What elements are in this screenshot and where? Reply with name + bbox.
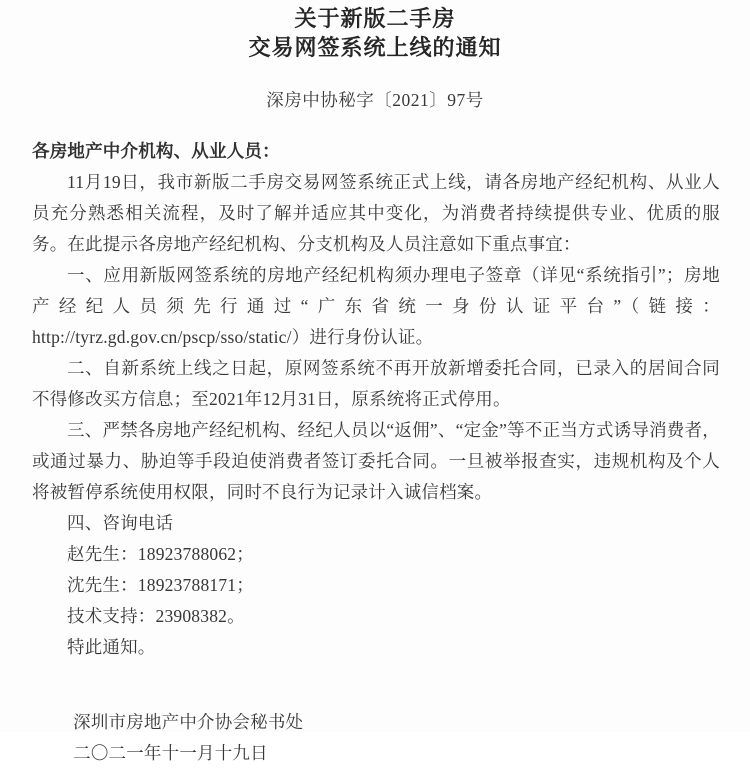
item-3-paragraph: 三、严禁各房地产经纪机构、经纪人员以“返佣”、“定金”等不正当方式诱导消费者，或通过暴力、胁迫等手段迫使消费者签订委托合同。一旦被举报查实，违规机构及个人将被暂停系统使用权限，同时不良行为记录计入诚信档案。	[32, 420, 720, 502]
document-title-line-2: 交易网签系统上线的通知	[248, 35, 502, 60]
document-title	[0, 0, 750, 62]
item-4-heading: 四、咨询电话	[67, 513, 174, 533]
signature-date: 二〇二一年十一月十九日	[73, 743, 268, 763]
closing-line: 特此通知。	[67, 637, 156, 657]
contact-line-shen: 沈先生：18923788171；	[67, 575, 254, 595]
document-title-line-1: 关于新版二手房	[294, 6, 456, 31]
contact-line-zhao: 赵先生：18923788062；	[67, 544, 254, 564]
document-reference-number: 深房中协秘字〔2021〕97号	[266, 90, 484, 110]
signature-organization: 深圳市房地产中介协会秘书处	[73, 712, 304, 732]
item-2-paragraph: 二、自新系统上线之日起，原网签系统不再开放新增委托合同，已录入的居间合同不得修改买方信息；至2021年12月31日，原系统将正式停用。	[32, 358, 720, 409]
salutation-line: 各房地产中介机构、从业人员：	[32, 141, 280, 161]
contact-line-tech-support: 技术支持：23908382。	[67, 606, 245, 626]
signature-block	[32, 707, 720, 769]
document-body	[32, 136, 720, 769]
intro-paragraph: 11月19日，我市新版二手房交易网签系统正式上线，请各房地产经纪机构、从业人员充分熟悉相关流程，及时了解并适应其中变化，为消费者持续提供专业、优质的服务。在此提示各房地产经纪机构、分支机构及人员注意如下重点事宜：	[32, 172, 720, 254]
item-1-paragraph: 一、应用新版网签系统的房地产经纪机构须办理电子签章（详见“系统指引”；房地产经纪人员须先行通过“广东省统一身份认证平台”（链接：http://tyrz.gd.gov.cn/pscp/sso/static/）进行身份认证。	[32, 265, 720, 347]
